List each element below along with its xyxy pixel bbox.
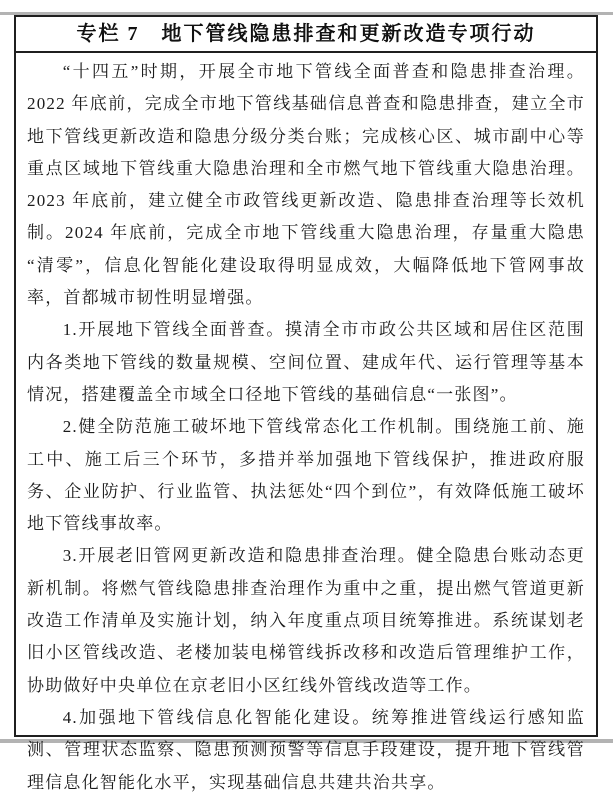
callout-box	[14, 15, 598, 792]
body-paragraph: 3.开展老旧管网更新改造和隐患排查治理。健全隐患台账动态更新机制。将燃气管线隐患排查治理作为重中之重，提出燃气管道更新改造工作清单及实施计划，纳入年度重点项目统筹推进。系统谋划老旧小区管线改造、老楼加装电梯管线拆改移和改造后管理维护工作，协助做好中央单位在京老旧小区红线外管线改造等工作。	[27, 546, 585, 695]
box-body	[16, 53, 596, 799]
body-paragraph: 1.开展地下管线全面普查。摸清全市市政公共区域和居住区范围内各类地下管线的数量规模、空间位置、建成年代、运行管理等基本情况，搭建覆盖全市域全口径地下管线的基础信息“一张图”。	[27, 320, 585, 404]
body-paragraph: “十四五”时期，开展全市地下管线全面普查和隐患排查治理。2022 年底前，完成全市地下管线基础信息普查和隐患排查，建立全市地下管线更新改造和隐患分级分类台账；完成核心区、城市副中心等重点区域地下管线重大隐患治理和全市燃气地下管线重大隐患治理。2023 年底前，建立健全市政管线更新改造、隐患排查治理等长效机制。2024 年底前，完成全市地下管线重大隐患治理，存量重大隐患“清零”，信息化智能化建设取得明显成效，大幅降低地下管网事故率，首都城市韧性明显增强。	[27, 62, 585, 308]
body-paragraph: 4.加强地下管线信息化智能化建设。统筹推进管线运行感知监测、管理状态监察、隐患预测预警等信息手段建设，提升地下管线管理信息化智能化水平，实现基础信息共建共治共享。	[27, 707, 585, 792]
box-title: 专栏 7 地下管线隐患排查和更新改造专项行动	[16, 17, 596, 53]
body-paragraph: 2.健全防范施工破坏地下管线常态化工作机制。围绕施工前、施工中、施工后三个环节，多措并举加强地下管线保护，推进政府服务、企业防护、行业监管、执法惩处“四个到位”，有效降低施工破坏地下管线事故率。	[27, 417, 585, 534]
